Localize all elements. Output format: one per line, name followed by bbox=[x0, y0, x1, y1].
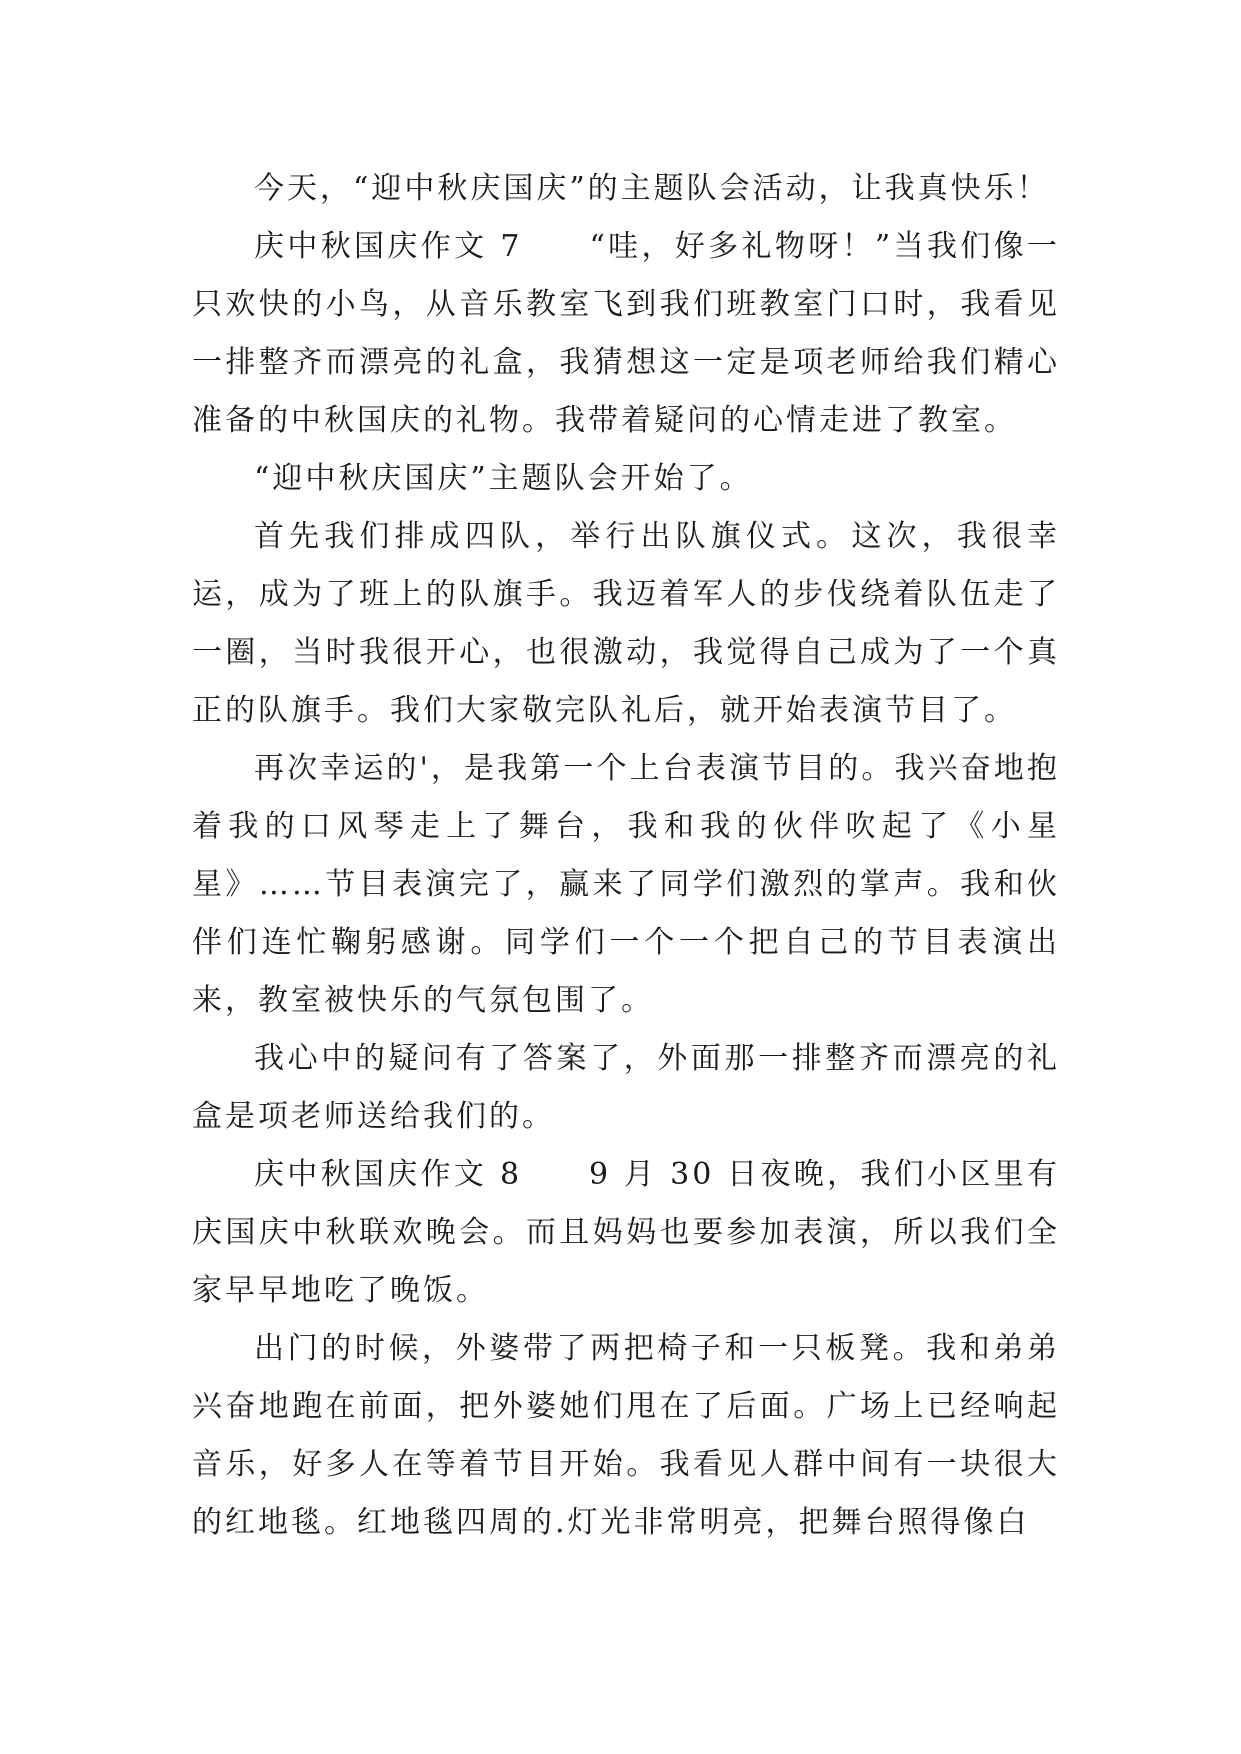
paragraph: 出门的时候，外婆带了两把椅子和一只板凳。我和弟弟兴奋地跑在前面，把外婆她们甩在了后面。广场上已经响起音乐，好多人在等着节目开始。我看见人群中间有一块很大的红地毯。红地毯四周的.灯光非常明亮，把舞台照得像白 bbox=[192, 1331, 1060, 1540]
paragraph: “迎中秋庆国庆”主题队会开始了。 bbox=[254, 461, 753, 496]
paragraph: 庆中秋国庆作文 8 9 月 30 日夜晚，我们小区里有庆国庆中秋联欢晚会。而且妈妈也要参加表演，所以我们全家早早地吃了晚饭。 bbox=[192, 1157, 1060, 1308]
paragraph: 我心中的疑问有了答案了，外面那一排整齐而漂亮的礼盒是项老师送给我们的。 bbox=[192, 1041, 1060, 1134]
paragraph: 再次幸运的'，是我第一个上台表演节目的。我兴奋地抱着我的口风琴走上了舞台，我和我的伙伴吹起了《小星星》……节目表演完了，赢来了同学们激烈的掌声。我和伙伴们连忙鞠躬感谢。同学们一个一个把自己的节目表演出来，教室被快乐的气氛包围了。 bbox=[192, 751, 1060, 1018]
paragraph: 今天，“迎中秋庆国庆”的主题队会活动，让我真快乐！ bbox=[254, 171, 1050, 206]
paragraph: 庆中秋国庆作文 7 “哇，好多礼物呀！”当我们像一只欢快的小鸟，从音乐教室飞到我们班教室门口时，我看见一排整齐而漂亮的礼盒，我猜想这一定是项老师给我们精心准备的中秋国庆的礼物。我带着疑问的心情走进了教室。 bbox=[192, 229, 1060, 438]
paragraph: 首先我们排成四队，举行出队旗仪式。这次，我很幸运，成为了班上的队旗手。我迈着军人的步伐绕着队伍走了一圈，当时我很开心，也很激动，我觉得自己成为了一个真正的队旗手。我们大家敬完队礼后，就开始表演节目了。 bbox=[192, 519, 1060, 728]
document-body bbox=[192, 160, 1060, 1552]
